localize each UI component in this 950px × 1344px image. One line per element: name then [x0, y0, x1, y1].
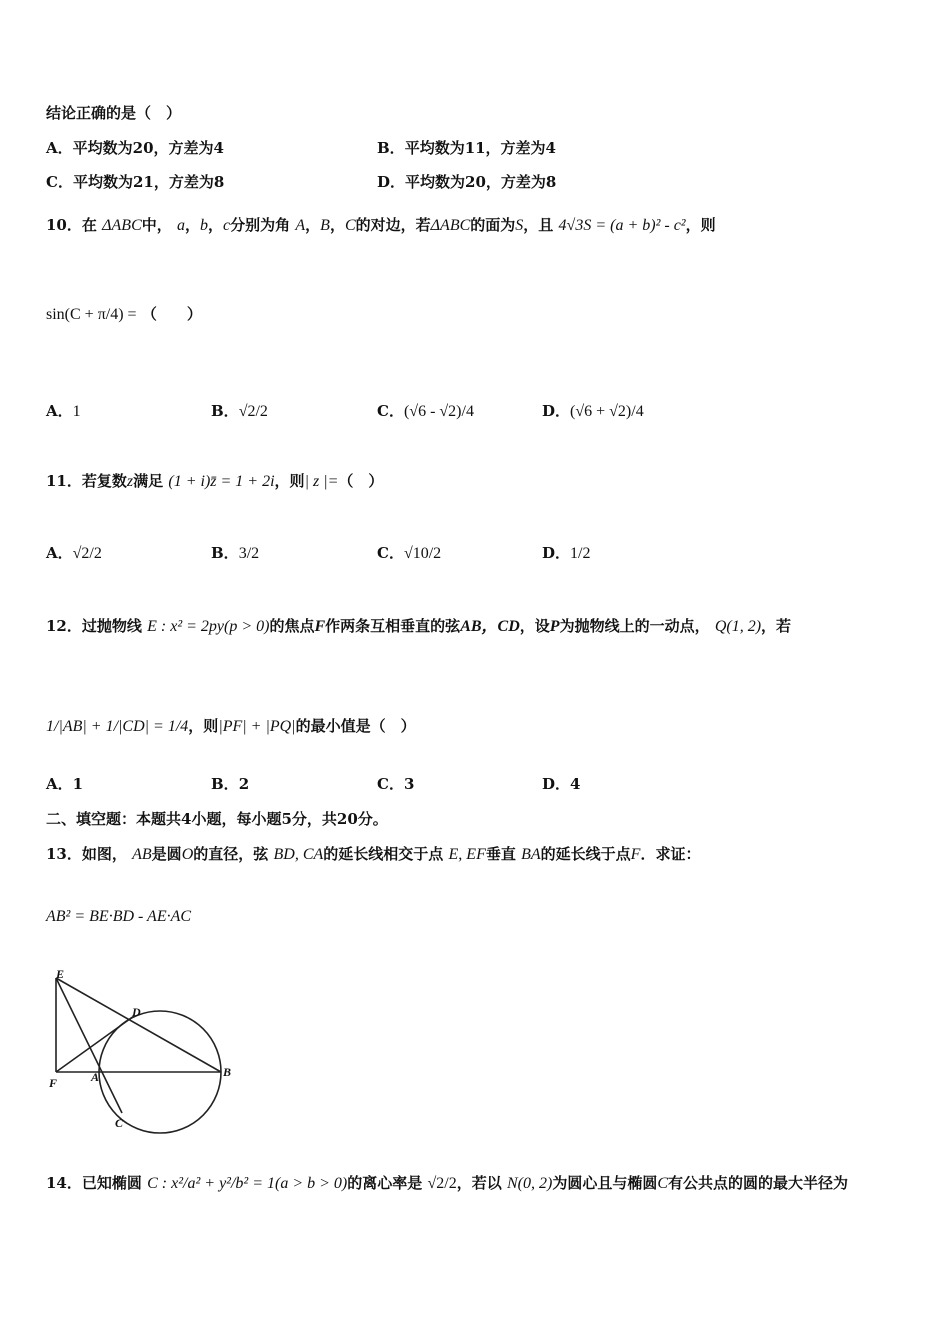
q11-condition: (1 + i)z̄ = 1 + 2i [168, 473, 275, 490]
line-fd [56, 1016, 134, 1072]
q12-condition-line: 1/|AB| + 1/|CD| = 1/4，则|PF| + |PQ|的最小值是（ ） [46, 717, 416, 735]
q13-proof-line [46, 907, 191, 926]
q13-geometry-figure [44, 964, 244, 1134]
label-e: E [56, 967, 65, 981]
q12-option-d: D．4 [542, 775, 581, 793]
label-d: D [132, 1005, 141, 1019]
q9-option-b: B．平均数为11，方差为4 [377, 139, 556, 157]
q11-stem: 11．若复数z满足 (1 + i)z̄ = 1 + 2i，则| z |=（ ） [46, 472, 384, 490]
section-title: 二、填空题：本题共4小题，每小题5分，共20分。 [46, 810, 388, 828]
line-eb [56, 978, 221, 1072]
label-b: B [223, 1065, 232, 1079]
q12-option-c: C．3 [377, 775, 415, 793]
q12-condition: 1/|AB| + 1/|CD| = 1/4 [46, 718, 189, 735]
q10-condition: 4√3S = (a + b)² - c² [558, 217, 686, 234]
label-f: F [49, 1076, 58, 1090]
q14-point-n: N(0, 2) [506, 1175, 553, 1192]
q10-stem: 10．在 ΔABC中， a，b，c分别为角 A，B，C的对边，若ΔABC的面为S，且 4√3S = (a + b)² - c²，则 [46, 216, 716, 234]
line-ec [56, 978, 122, 1113]
q13-stem: 13．如图， AB是圆O的直径，弦 BD, CA的延长线相交于点 E, EF垂直 BA的延长线于点F．求证： [46, 845, 701, 863]
q10-ask-expression: sin(C + π/4) = [46, 306, 137, 323]
q11-option-c: C．√10/2 [377, 544, 442, 562]
q9-option-a: A．平均数为20，方差为4 [46, 139, 224, 157]
q12-expression: |PF| + |PQ| [218, 718, 296, 735]
q10-option-c: C．(√6 - √2)/4 [377, 402, 474, 420]
label-c: C [115, 1116, 124, 1130]
q12-parabola: E : x² = 2py(p > 0) [147, 618, 270, 635]
q9-intro: 结论正确的是（ ） [46, 104, 182, 122]
q14-eccentricity: √2/2 [427, 1175, 457, 1192]
q11-option-b: B．3/2 [211, 544, 260, 562]
q10-option-b: B．√2/2 [211, 402, 268, 420]
label-a: A [91, 1070, 100, 1084]
q12-stem: 12．过抛物线 E : x² = 2py(p > 0)的焦点F作两条互相垂直的弦AB，CD，设P为抛物线上的一动点， Q(1, 2)，若 [46, 617, 792, 635]
q9-option-d: D．平均数为20，方差为8 [377, 173, 557, 191]
q11-option-a: A．√2/2 [46, 544, 102, 562]
q12-point-q: Q(1, 2) [714, 618, 762, 635]
q10-option-a: A．1 [46, 402, 81, 420]
q14-ellipse: C : x²/a² + y²/b² = 1(a > b > 0) [147, 1175, 348, 1192]
q13-proof-statement: AB² = BE·BD - AE·AC [46, 908, 192, 925]
q14-stem: 14．已知椭圆 C : x²/a² + y²/b² = 1(a > b > 0)的离心率是 √2/2，若以 N(0, 2)为圆心且与椭圆C有公共点的圆的最大半径为 [46, 1174, 849, 1192]
q9-option-c: C．平均数为21，方差为8 [46, 173, 225, 191]
q10-option-d: D．(√6 + √2)/4 [542, 402, 644, 420]
q11-option-d: D．1/2 [542, 544, 591, 562]
q12-option-a: A．1 [46, 775, 84, 793]
q10-ask: sin(C + π/4) = （ ） [46, 305, 202, 323]
q12-option-b: B．2 [211, 775, 250, 793]
